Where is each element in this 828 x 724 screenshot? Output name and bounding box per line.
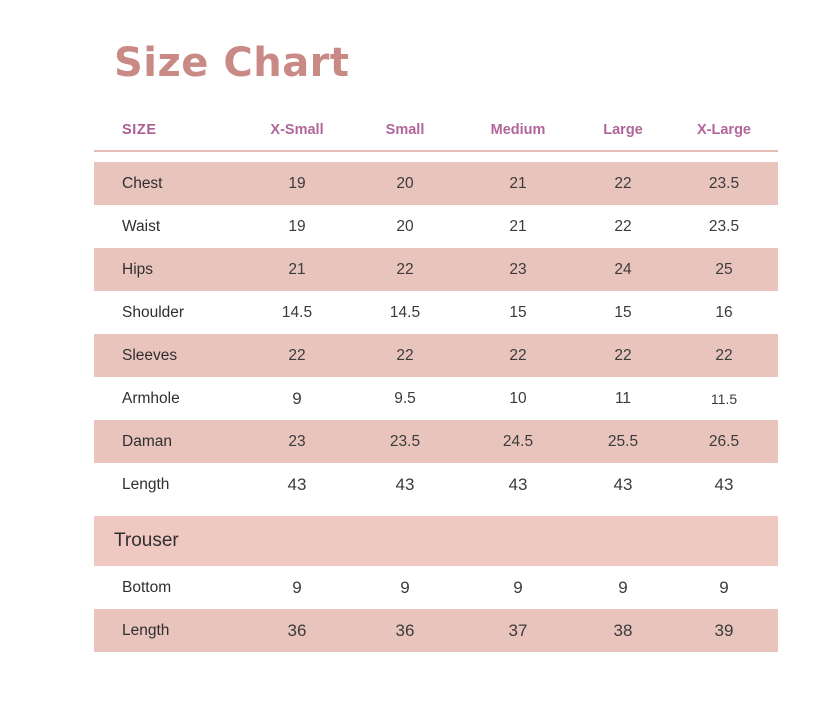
cell-value: 15: [460, 291, 576, 334]
cell-value: 36: [244, 609, 350, 652]
cell-value: 19: [244, 162, 350, 205]
cell-value: 23.5: [670, 205, 778, 248]
table-row: [94, 377, 778, 420]
row-label: Chest: [94, 162, 244, 205]
cell-value: 22: [350, 248, 460, 291]
cell-value: 43: [350, 463, 460, 506]
table-row: [94, 205, 778, 248]
cell-value: 23: [460, 248, 576, 291]
cell-value: 16: [670, 291, 778, 334]
cell-value: 24.5: [460, 420, 576, 463]
table-row: [94, 291, 778, 334]
row-label: Bottom: [94, 566, 244, 609]
table-header-row: [94, 112, 778, 151]
cell-value: 22: [670, 334, 778, 377]
table-row: [94, 162, 778, 205]
cell-value: 14.5: [350, 291, 460, 334]
cell-value: 19: [244, 205, 350, 248]
cell-value: 22: [350, 334, 460, 377]
table-header: [94, 112, 778, 151]
cell-value: 22: [576, 205, 670, 248]
page-title: Size Chart: [114, 40, 350, 86]
column-header-medium: Medium: [460, 112, 576, 151]
size-chart-table-wrapper: [94, 112, 751, 652]
cell-value: 23.5: [350, 420, 460, 463]
cell-value: 39: [670, 609, 778, 652]
row-label: Daman: [94, 420, 244, 463]
table-row: [94, 463, 778, 506]
cell-value: 10: [460, 377, 576, 420]
row-label: Length: [94, 609, 244, 652]
table-body: [94, 151, 778, 652]
cell-value: 22: [460, 334, 576, 377]
column-header-x-large: X-Large: [670, 112, 778, 151]
cell-value: 9: [244, 566, 350, 609]
cell-value: 9: [670, 566, 778, 609]
cell-value: 24: [576, 248, 670, 291]
cell-value: 21: [460, 205, 576, 248]
column-header-large: Large: [576, 112, 670, 151]
cell-value: 26.5: [670, 420, 778, 463]
cell-value: 23.5: [670, 162, 778, 205]
cell-value: 14.5: [244, 291, 350, 334]
cell-value: 25.5: [576, 420, 670, 463]
cell-value: 37: [460, 609, 576, 652]
cell-value: 36: [350, 609, 460, 652]
row-label: Shoulder: [94, 291, 244, 334]
cell-value: 9: [244, 377, 350, 420]
cell-value: 43: [460, 463, 576, 506]
column-header-small: Small: [350, 112, 460, 151]
row-label: Armhole: [94, 377, 244, 420]
cell-value: 21: [460, 162, 576, 205]
cell-value: 43: [670, 463, 778, 506]
size-chart-table: [94, 112, 778, 652]
row-label: Sleeves: [94, 334, 244, 377]
row-label: Length: [94, 463, 244, 506]
table-spacer: [94, 506, 778, 516]
cell-value: 43: [244, 463, 350, 506]
table-row: [94, 248, 778, 291]
cell-value: 15: [576, 291, 670, 334]
cell-value: 22: [244, 334, 350, 377]
table-row: [94, 566, 778, 609]
cell-value: 38: [576, 609, 670, 652]
row-label: Hips: [94, 248, 244, 291]
table-row: [94, 334, 778, 377]
cell-value: 11.5: [670, 377, 778, 420]
cell-value: 22: [576, 334, 670, 377]
cell-value: 20: [350, 205, 460, 248]
cell-value: 9: [350, 566, 460, 609]
section-label: Trouser: [94, 516, 778, 566]
cell-value: 9: [460, 566, 576, 609]
cell-value: 9: [576, 566, 670, 609]
table-row: [94, 609, 778, 652]
cell-value: 23: [244, 420, 350, 463]
cell-value: 25: [670, 248, 778, 291]
cell-value: 9.5: [350, 377, 460, 420]
cell-value: 11: [576, 377, 670, 420]
cell-value: 22: [576, 162, 670, 205]
column-header-x-small: X-Small: [244, 112, 350, 151]
cell-value: 20: [350, 162, 460, 205]
table-spacer: [94, 151, 778, 162]
row-label: Waist: [94, 205, 244, 248]
cell-value: 21: [244, 248, 350, 291]
section-header-trouser: [94, 516, 778, 566]
table-row: [94, 420, 778, 463]
cell-value: 43: [576, 463, 670, 506]
column-header-size: SIZE: [94, 112, 244, 151]
